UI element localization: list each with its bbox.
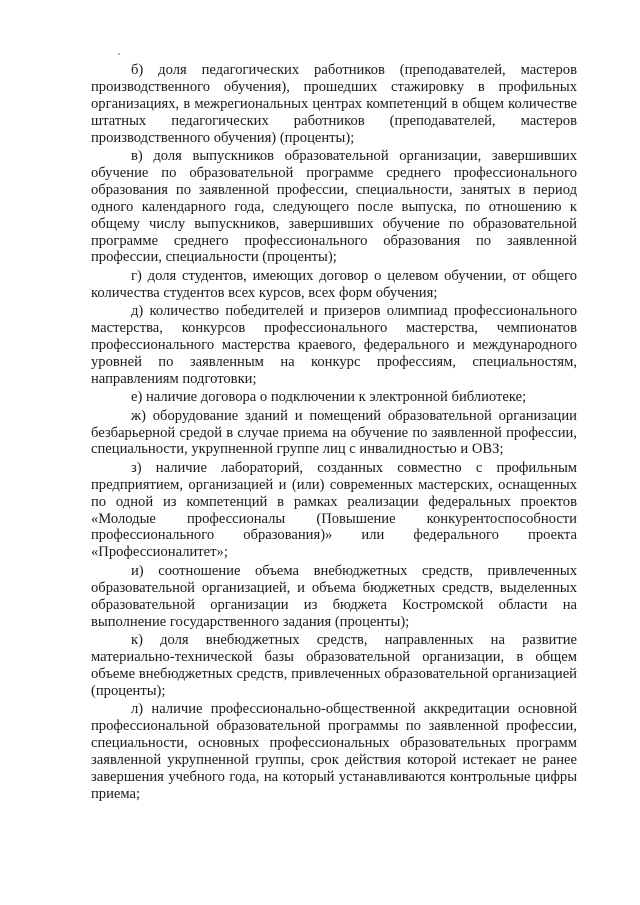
paragraph-g: г) доля студентов, имеющих договор о целевом обучении, от общего количества студентов всех курсов, всех форм обучения; <box>91 267 577 301</box>
paragraph-l: л) наличие профессионально-общественной аккредитации основной профессиональной образовательной программы по заявленной профессии, специальности, основных профессиональных образовательных программ заявленной укрупненной группы, срок действия которой истекает не ранее завершения учебного года, на который устанавливаются контрольные цифры приема; <box>91 701 577 802</box>
paragraph-v: в) доля выпускников образовательной организации, завершивших обучение по образовательной программе среднего профессионального образования по заявленной профессии, специальности, занятых в период одного календарного года, следующего после выпуска, по отношению к общему числу выпускников, завершивших обучение по образовательной программе среднего профессионального образования по заявленной профессии, специальности (проценты); <box>91 148 577 266</box>
scan-speck <box>118 53 120 55</box>
paragraph-k: к) доля внебюджетных средств, направленных на развитие материально-технической базы образовательной организации, в общем объеме внебюджетных средств, привлеченных образовательной организацией (проценты); <box>91 631 577 699</box>
document-body <box>91 62 577 804</box>
paragraph-z: з) наличие лабораторий, созданных совместно с профильным предприятием, организацией и (или) современных мастерских, оснащенных по одной из компетенций в рамках реализации федеральных проектов «Молодые профессионалы (Повышение конкурентоспособности профессионального образования)» или федерального проекта «Профессионалитет»; <box>91 459 577 561</box>
paragraph-zh: ж) оборудование зданий и помещений образовательной организации безбарьерной средой в случае приема на обучение по заявленной профессии, специальности, укрупненной группе лиц с инвалидностью и ОВЗ; <box>91 407 577 458</box>
paragraph-b: б) доля педагогических работников (преподавателей, мастеров производственного обучения), прошедших стажировку в профильных организациях, в межрегиональных центрах компетенций в общем количестве штатных педагогических работников (преподавателей, мастеров производственного обучения) (проценты); <box>91 62 577 146</box>
paragraph-d: д) количество победителей и призеров олимпиад профессионального мастерства, конкурсов профессионального мастерства, чемпионатов профессионального мастерства краевого, федерального и международного уровней по заявленным на конкурс профессиям, специальностям, направлениям подготовки; <box>91 303 577 387</box>
paragraph-e: е) наличие договора о подключении к электронной библиотеке; <box>131 389 527 406</box>
paragraph-i: и) соотношение объема внебюджетных средств, привлеченных образовательной организацией, и объема бюджетных средств, выделенных образовательной организации из бюджета Костромской области на выполнение государственного задания (проценты); <box>91 562 577 630</box>
